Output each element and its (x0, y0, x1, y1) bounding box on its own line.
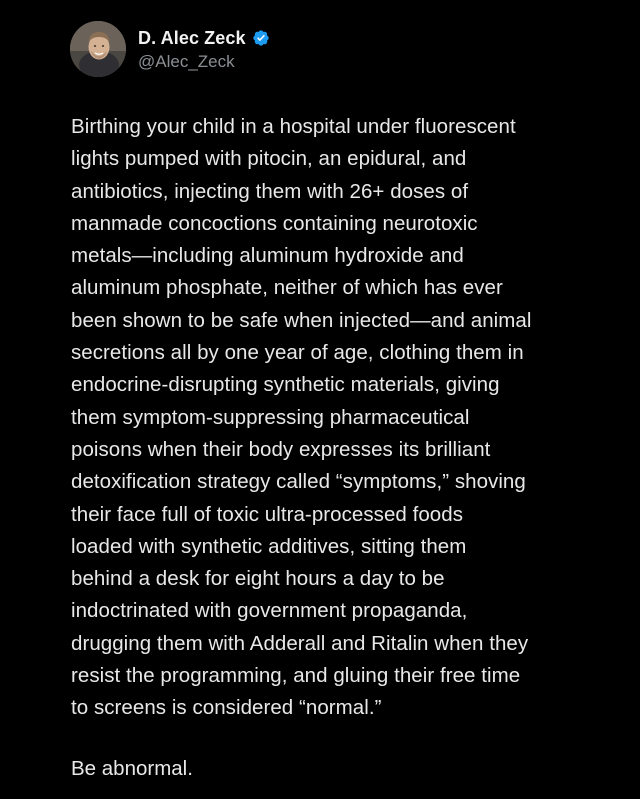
author-display-name[interactable]: D. Alec Zeck (138, 27, 246, 48)
post-header (70, 20, 270, 78)
author-handle[interactable]: @Alec_Zeck (138, 52, 235, 71)
post-closing-line: Be abnormal. (71, 757, 193, 780)
avatar[interactable] (70, 21, 126, 77)
verified-badge-icon (252, 29, 270, 47)
profile-photo-avatar-icon (70, 21, 126, 77)
author-info (138, 26, 270, 72)
post-body-text: Birthing your child in a hospital under fluorescent lights pumped with pitocin, an epidural, and antibiotics, injecting them with 26+ doses of manmade concoctions containing neurotoxic metals—including aluminum hydroxide and aluminum phosphate, neither of which has ever been shown to be safe when injected—and animal secretions all by one year of age, clothing them in endocrine-disrupting synthetic materials, giving them symptom-suppressing pharmaceutical poisons when their body expresses its brilliant detoxification strategy called “symptoms,” shoving their face full of toxic ultra-processed foods loaded with synthetic additives, sitting them behind a desk for eight hours a day to be indoctrinated with government propaganda, drugging them with Adderall and Ritalin when they resist the programming, and gluing their free time to screens is considered “normal.” (71, 115, 532, 720)
name-row (138, 26, 270, 50)
